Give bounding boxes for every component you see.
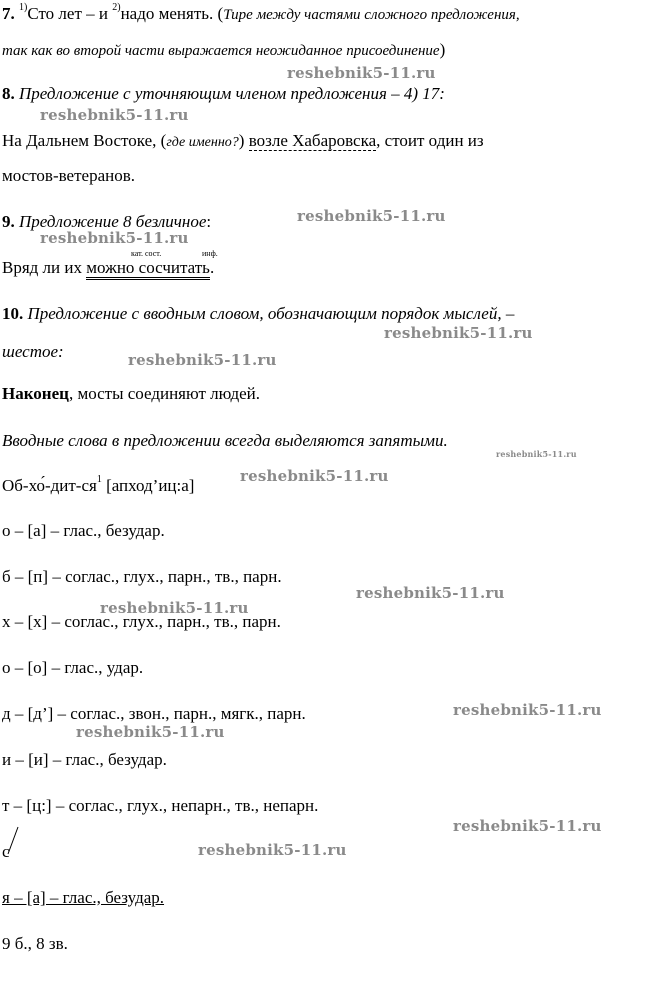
phonetic-row: и – [и] – глас., безудар.	[2, 750, 167, 769]
watermark: reshebnik5-11.ru	[384, 324, 533, 342]
phonetic-header	[2, 476, 194, 496]
q7-comment: Тире между частями сложного предложения,	[223, 7, 520, 23]
phonetic-row: с	[2, 842, 10, 861]
q10-task: Предложение с вводным словом, обозначающим порядок мыслей, –	[27, 304, 515, 323]
q7-line2	[2, 40, 445, 60]
phonetic-row: х – [х] – соглас., глух., парн., тв., парн.	[2, 612, 281, 631]
q8-sentence-line1	[2, 131, 484, 151]
phonetic-summary: 9 б., 8 зв.	[2, 934, 68, 953]
q7-number: 7.	[2, 4, 15, 23]
watermark: reshebnik5-11.ru	[40, 106, 189, 124]
q9-predicate: можно сосчитать	[86, 258, 210, 280]
q9-number: 9.	[2, 212, 15, 231]
q7-close: )	[439, 40, 446, 59]
q7-part1: Сто лет – и	[27, 4, 113, 23]
phonetic-row: я – [а] – глас., безудар.	[2, 888, 165, 907]
bracket-stroke	[6, 826, 20, 856]
q9-text-a: Вряд ли их	[2, 258, 87, 277]
q10-task-line	[2, 304, 514, 324]
q9-task: Предложение 8 безличное	[19, 212, 207, 231]
watermark: reshebnik5-11.ru	[198, 841, 347, 859]
watermark: reshebnik5-11.ru	[240, 467, 389, 485]
phonetic-row: т – [ц:] – соглас., глух., непарн., тв., непарн.	[2, 796, 319, 815]
phonetic-sup: 1	[96, 474, 102, 485]
q8-text-b: )	[238, 131, 249, 150]
q7-sup1: 1)	[19, 2, 28, 13]
watermark: reshebnik5-11.ru	[287, 64, 436, 82]
watermark: reshebnik5-11.ru	[76, 723, 225, 741]
phonetic-row: о – [а] – глас., безудар.	[2, 521, 165, 540]
watermark: reshebnik5-11.ru	[453, 817, 602, 835]
q9-sentence	[2, 258, 214, 278]
q7-line1	[2, 4, 520, 24]
q7-sup2: 2)	[112, 2, 121, 13]
q9-colon: :	[206, 212, 212, 231]
q10-note: Вводные слова в предложении всегда выделяются запятыми.	[2, 431, 448, 450]
q10-rest: , мосты соединяют людей.	[68, 384, 261, 403]
phonetic-row: д – [д’] – соглас., звон., парн., мягк., парн.	[2, 704, 306, 723]
q8-question: где именно?	[166, 135, 239, 150]
phonetic-row: б – [п] – соглас., глух., парн., тв., парн.	[2, 567, 282, 586]
watermark: reshebnik5-11.ru	[297, 207, 446, 225]
q9-text-b: .	[209, 258, 215, 277]
q9-label-a: кат. сост.	[131, 249, 162, 258]
q10-number: 10.	[2, 304, 24, 323]
watermark: reshebnik5-11.ru	[356, 584, 505, 602]
q8-text-a: На Дальнем Востоке, (	[2, 131, 167, 150]
q9-label-b: инф.	[202, 249, 218, 258]
q8-number: 8.	[2, 84, 15, 103]
q10-sentence	[2, 384, 260, 404]
q7-part2: надо менять. (	[120, 4, 224, 23]
watermark: reshebnik5-11.ru	[496, 449, 577, 459]
watermark: reshebnik5-11.ru	[40, 229, 189, 247]
watermark: reshebnik5-11.ru	[100, 599, 249, 617]
q8-underlined: возле Хабаровска	[248, 131, 377, 150]
watermark: reshebnik5-11.ru	[128, 351, 277, 369]
q8-text-c: , стоит один из	[376, 131, 484, 150]
phonetic-word: Об-хо́-дит-ся	[2, 476, 97, 495]
q7-comment-line2: так как во второй части выражается неожиданное присоединение	[2, 43, 440, 59]
phonetic-row: о – [о] – глас., удар.	[2, 658, 144, 677]
q8-sentence-line2: мостов-ветеранов.	[2, 166, 135, 185]
q8-task: Предложение с уточняющим членом предложения – 4) 17:	[19, 84, 445, 103]
q10-intro-word: Наконец	[2, 384, 69, 403]
watermark: reshebnik5-11.ru	[453, 701, 602, 719]
q10-task2: шестое:	[2, 342, 64, 361]
q8-task-line	[2, 84, 445, 104]
phonetic-transcription: [апход’иц:а]	[101, 476, 195, 495]
